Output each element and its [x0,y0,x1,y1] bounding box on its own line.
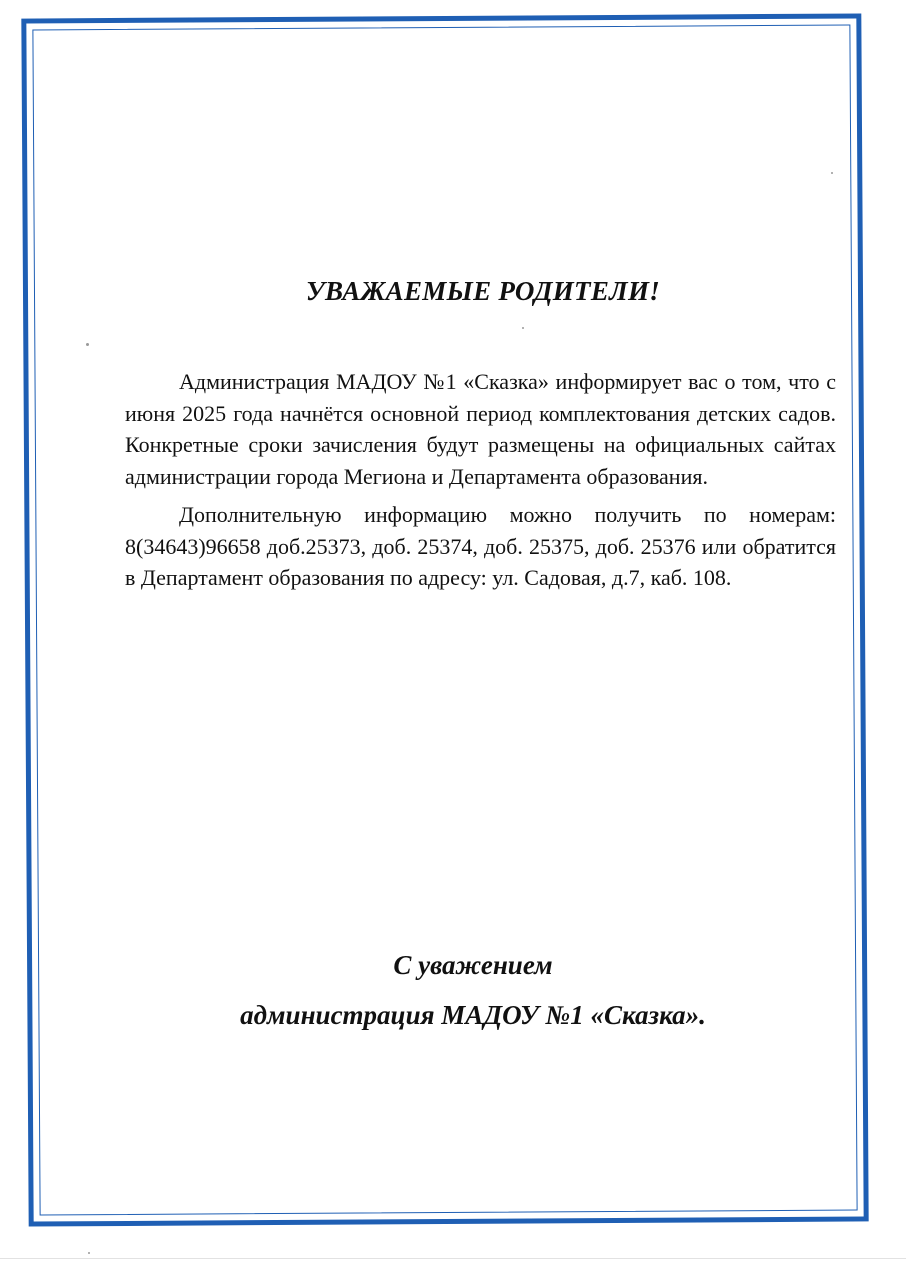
document-heading: УВАЖАЕМЫЕ РОДИТЕЛИ! [305,276,661,306]
page-border-inner [32,25,857,1216]
scan-speck [86,343,89,346]
paragraph-contact-info: Дополнительную информацию можно получить по номерам: 8(34643)96658 доб.25373, доб. 25374, доб. 25375, доб. 25376 или обратится в Департамент образования по адресу: ул. Садовая, д.7, каб. 108. [125,502,836,590]
closing-signature: администрация МАДОУ №1 «Сказка». [240,1000,706,1030]
page-border [21,13,868,1226]
scan-speck [831,172,833,174]
scan-speck [88,1252,90,1254]
scan-edge-line [0,1258,906,1259]
paragraph-enrollment-info: Администрация МАДОУ №1 «Сказка» информирует вас о том, что с июня 2025 года начнётся основной период комплектования детских садов. Конкретные сроки зачисления будут размещены на официальных сайтах администрации города Мегиона и Департамента образования. [125,369,836,489]
closing-regards: С уважением [393,950,553,980]
document-body [125,366,836,601]
scan-speck [522,327,524,329]
